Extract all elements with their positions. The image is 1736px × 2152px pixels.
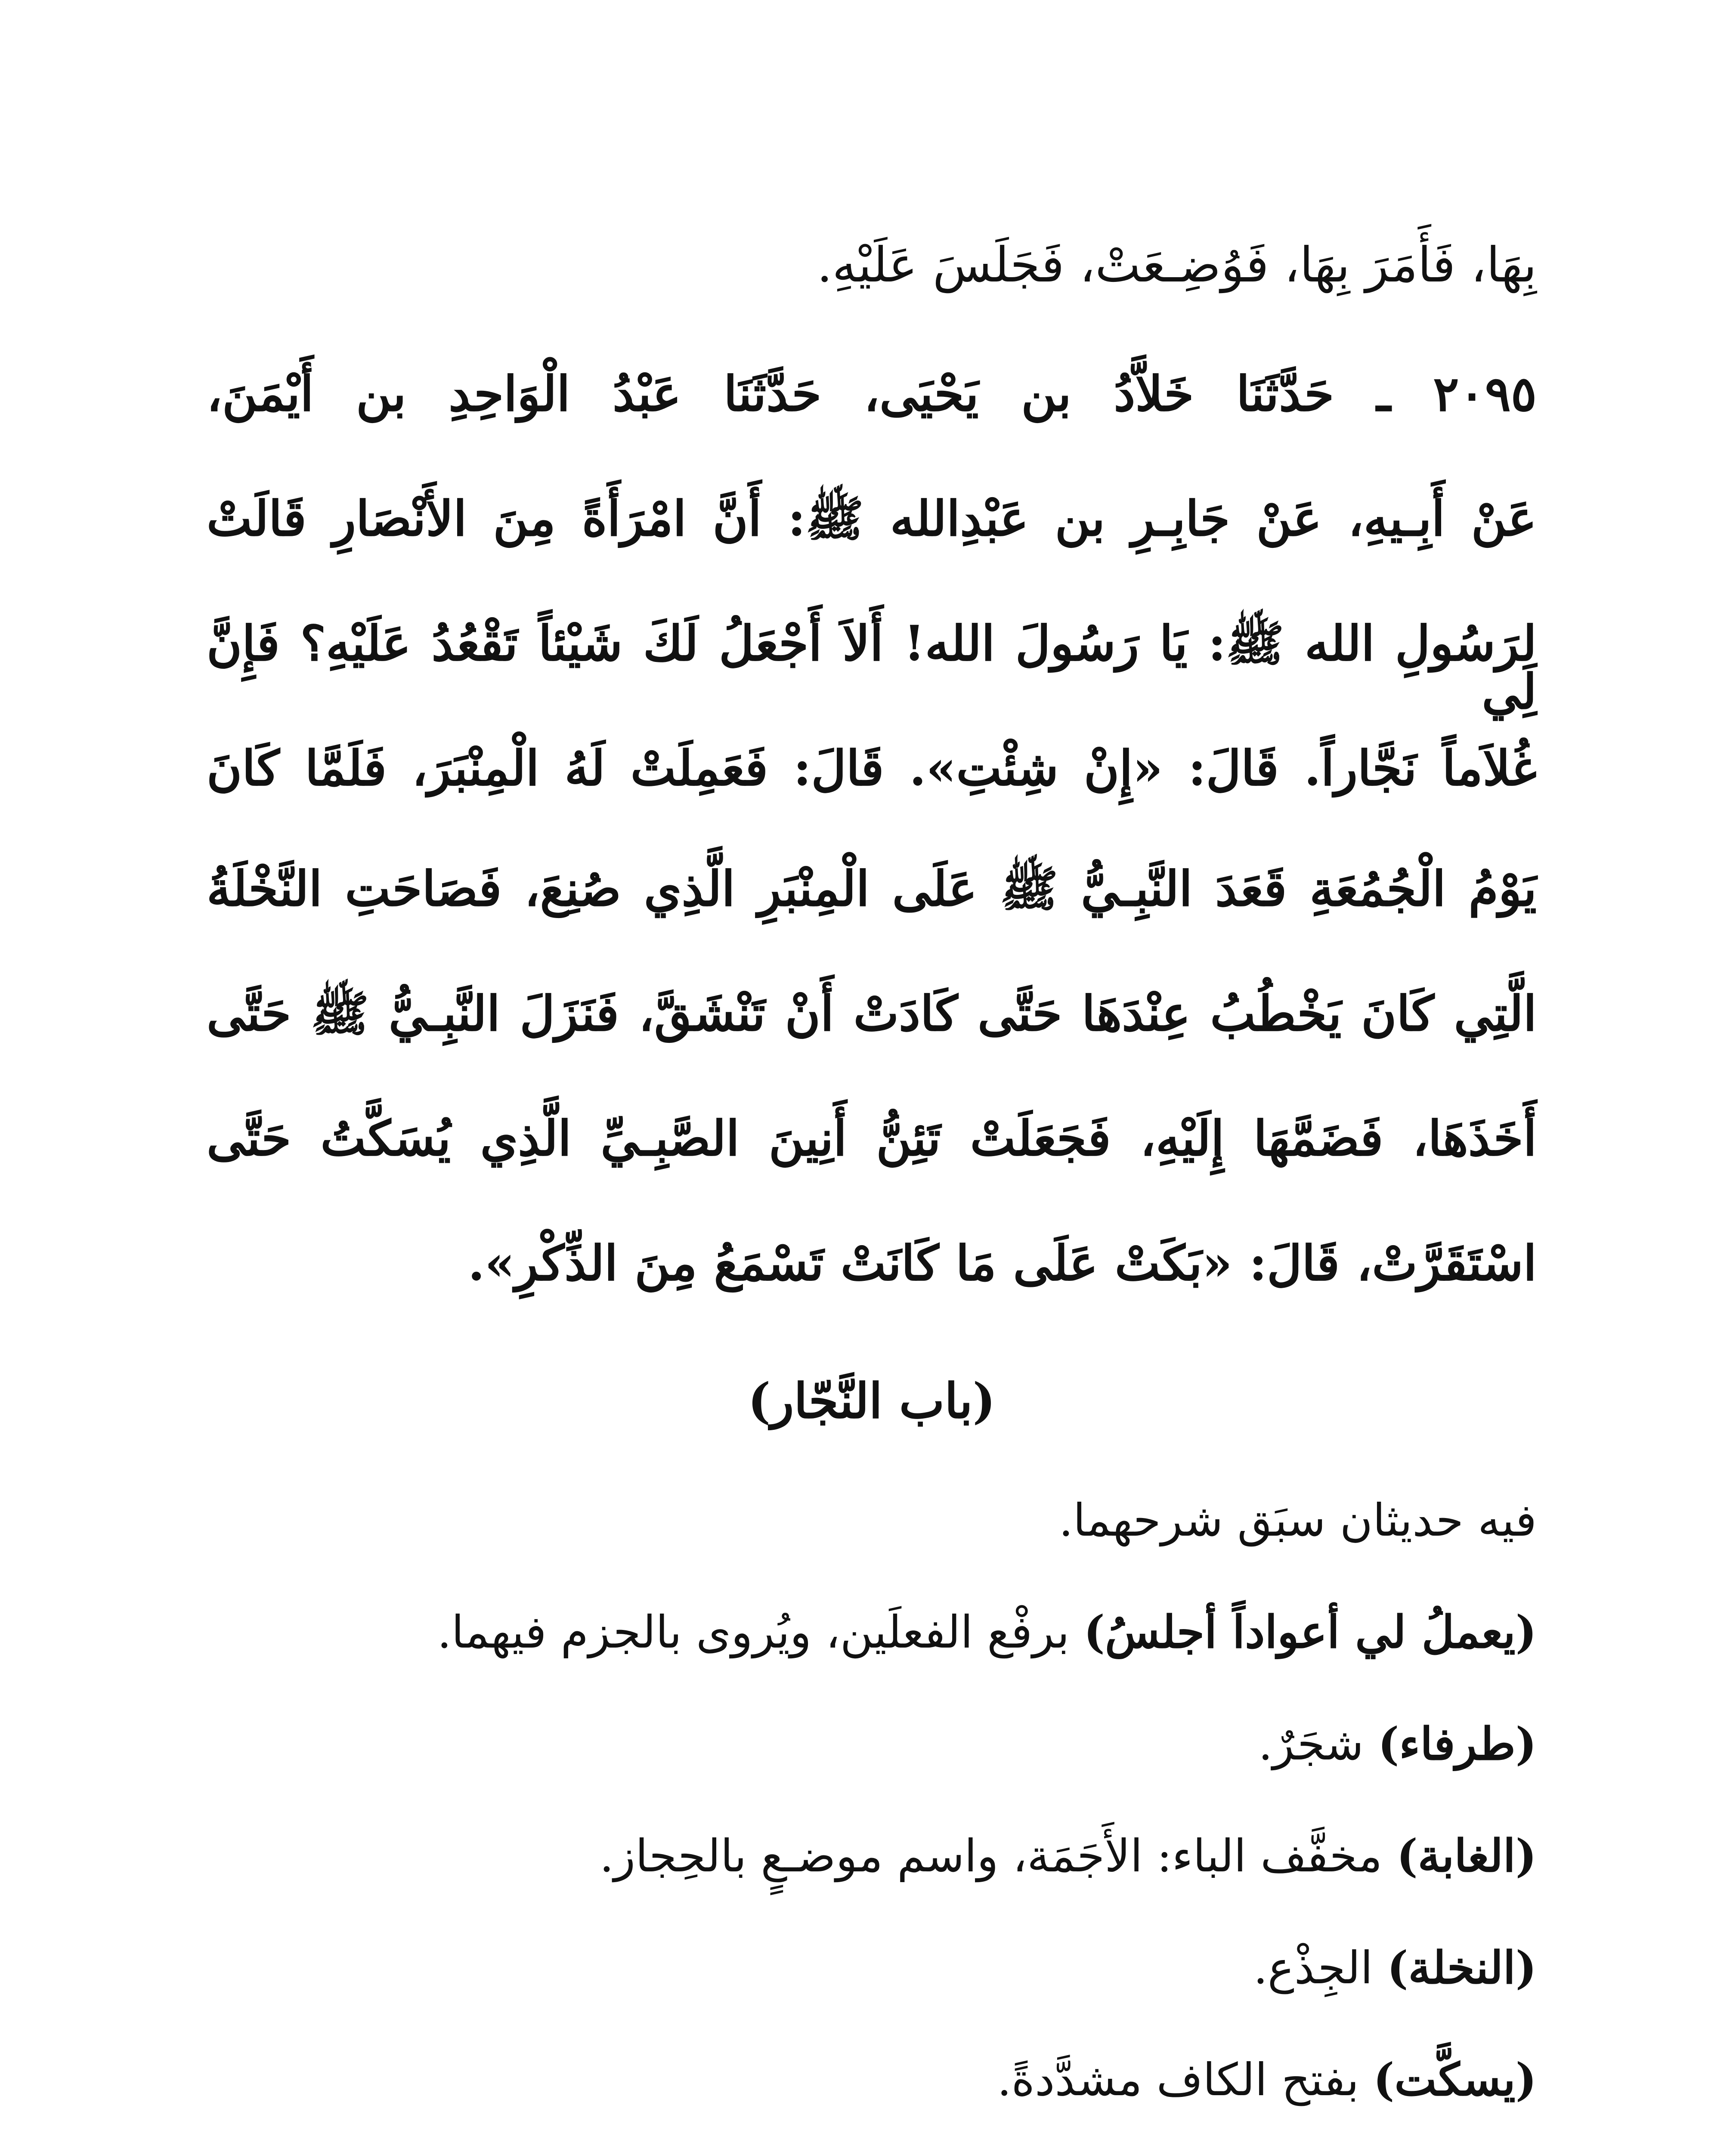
commentary-line	[207, 1717, 1537, 1770]
commentary-term: (النخلة)	[1387, 1941, 1537, 1994]
commentary-line	[207, 1494, 1537, 1546]
commentary-line	[207, 1829, 1537, 1882]
commentary-line	[207, 1605, 1537, 1658]
hadith-line: الَّتِي كَانَ يَخْطُبُ عِنْدَهَا حَتَّى كَادَتْ أَنْ تَنْشَقَّ، فَنَزَلَ النَّبِـيُّ ﷺ حَتَّى	[207, 986, 1537, 1042]
hadith-line: اسْتَقَرَّتْ، قَالَ: «بَكَتْ عَلَى مَا كَانَتْ تَسْمَعُ مِنَ الذِّكْرِ».	[468, 1235, 1537, 1292]
hadith-line: ٢٠٩٥ ـ حَدَّثَنَا خَلاَّدُ بن يَحْيَى، حَدَّثَنَا عَبْدُ الْوَاحِدِ بن أَيْمَنَ،	[207, 366, 1537, 422]
continuation-line: بِهَا، فَأَمَرَ بِهَا، فَوُضِـعَتْ، فَجَلَسَ عَلَيْهِ.	[817, 237, 1537, 293]
commentary-text: شجَرٌ.	[1258, 1718, 1378, 1770]
commentary-term: (طرفاء)	[1378, 1717, 1537, 1770]
commentary-term: (يسكَّت)	[1373, 2053, 1537, 2106]
hadith-line: غُلاَماً نَجَّاراً. قَالَ: «إِنْ شِئْتِ». قَالَ: فَعَمِلَتْ لَهُ الْمِنْبَرَ، فَلَمَّا كَانَ	[207, 740, 1537, 797]
hadith-line: عَنْ أَبِـيهِ، عَنْ جَابِـرِ بن عَبْدِالله ﷺ: أَنَّ امْرَأَةً مِنَ الأَنْصَارِ قَالَتْ	[207, 491, 1537, 547]
commentary-text: فيه حديثان سبَق شرحهما.	[1058, 1494, 1537, 1546]
commentary-term: (يعملُ لي أعواداً أجلسُ)	[1083, 1605, 1537, 1658]
commentary-text: بفتح الكاف مشدَّدةً.	[997, 2053, 1374, 2106]
commentary-term: (الغابة)	[1396, 1829, 1537, 1882]
commentary-text: مخفَّف الباء: الأَجَمَة، واسم موضـعٍ بالحِجاز.	[599, 1830, 1397, 1882]
commentary-line	[207, 2053, 1537, 2106]
commentary-text: الجِذْع.	[1253, 1942, 1387, 1994]
hadith-line: يَوْمُ الْجُمُعَةِ قَعَدَ النَّبِـيُّ ﷺ عَلَى الْمِنْبَرِ الَّذِي صُنِعَ، فَصَاحَتِ النَّخْلَةُ	[207, 861, 1537, 917]
hadith-line: لِرَسُولِ الله ﷺ: يَا رَسُولَ الله! أَلاَ أَجْعَلُ لَكَ شَيْئاً تَقْعُدُ عَلَيْهِ؟ فَإِنَّ لِي	[207, 615, 1537, 720]
commentary-text: برفْع الفعلَين، ويُروى بالجزم فيهما.	[437, 1606, 1084, 1658]
hadith-line: أَخَذَهَا، فَضَمَّهَا إِلَيْهِ، فَجَعَلَتْ تَئِنُّ أَنِينَ الصَّبِـيِّ الَّذِي يُسَكَّتُ حَتَّى	[207, 1110, 1537, 1167]
commentary-line	[207, 1941, 1537, 1994]
section-title: (باب النَّجّار)	[748, 1373, 996, 1429]
